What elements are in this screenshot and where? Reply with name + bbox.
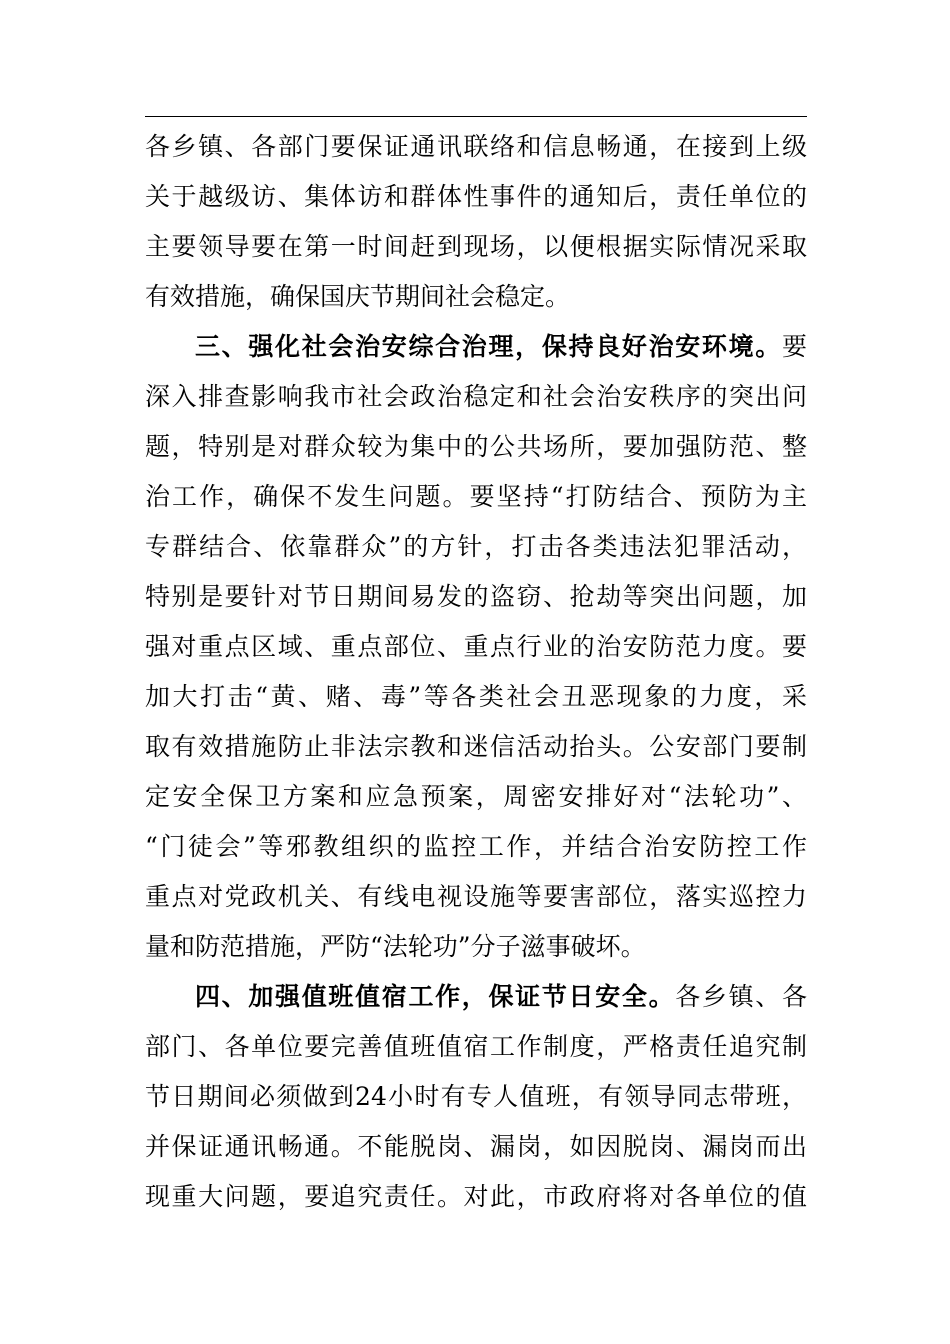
text-line: “门徒会”等邪教组织的监控工作，并结合治安防控工作	[145, 832, 807, 861]
text-line: 治工作，确保不发生问题。要坚持“打防结合、预防为主	[145, 482, 807, 511]
text-line: 取有效措施防止非法宗教和迷信活动抬头。公安部门要制	[145, 732, 807, 761]
text-line: 深入排查影响我市社会政治稳定和社会治安秩序的突出问	[145, 382, 807, 411]
text-line: 现重大问题，要追究责任。对此，市政府将对各单位的值	[145, 1182, 807, 1211]
text-line: 量和防范措施，严防“法轮功”分子滋事破坏。	[145, 932, 646, 961]
text-run: 要	[781, 332, 807, 361]
text-line: 强对重点区域、重点部位、重点行业的治安防范力度。要	[145, 632, 807, 661]
text-line: 特别是要针对节日期间易发的盗窃、抢劫等突出问题，加	[145, 582, 807, 611]
text-run: 各乡镇、各	[675, 982, 807, 1011]
section-heading: 四、加强值班值宿工作，保证节日安全。	[195, 982, 676, 1011]
text-line: 主要领导要在第一时间赶到现场，以便根据实际情况采取	[145, 232, 807, 261]
text-line: 专群结合、依靠群众”的方针，打击各类违法犯罪活动，	[145, 532, 807, 561]
text-line: 定安全保卫方案和应急预案，周密安排好对“法轮功”、	[145, 782, 807, 811]
section-heading: 三、强化社会治安综合治理，保持良好治安环境。	[195, 332, 782, 361]
text-line: 并保证通讯畅通。不能脱岗、漏岗，如因脱岗、漏岗而出	[145, 1132, 807, 1161]
text-line: 加大打击“黄、赌、毒”等各类社会丑恶现象的力度，采	[145, 682, 807, 711]
text-line: 节日期间必须做到24小时有专人值班，有领导同志带班，	[145, 1082, 807, 1111]
text-line: 关于越级访、集体访和群体性事件的通知后，责任单位的	[145, 182, 807, 211]
text-line: 重点对党政机关、有线电视设施等要害部位，落实巡控力	[145, 882, 807, 911]
text-line: 题，特别是对群众较为集中的公共场所，要加强防范、整	[145, 432, 807, 461]
text-line: 部门、各单位要完善值班值宿工作制度，严格责任追究制	[145, 1032, 807, 1061]
text-line: 有效措施，确保国庆节期间社会稳定。	[145, 282, 571, 311]
header-rule	[145, 116, 807, 117]
body-text	[145, 122, 807, 1222]
text-line: 各乡镇、各部门要保证通讯联络和信息畅通，在接到上级	[145, 132, 807, 161]
paragraph-first-line	[145, 972, 807, 1022]
paragraph-first-line	[145, 322, 807, 372]
